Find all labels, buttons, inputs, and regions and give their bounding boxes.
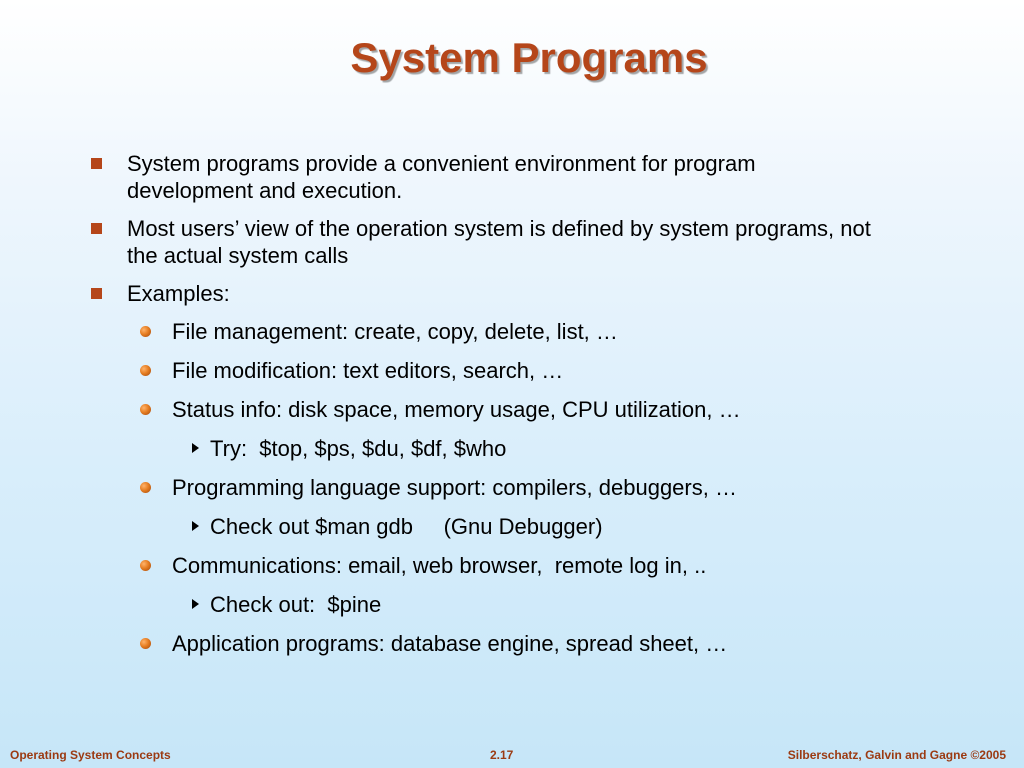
bullet-list <box>0 150 1024 669</box>
square-bullet-icon <box>91 288 102 299</box>
round-bullet-icon <box>140 482 151 493</box>
triangle-bullet-icon <box>192 521 199 531</box>
bullet-text: Programming language support: compilers, debuggers, … <box>172 475 737 500</box>
bullet-text: Application programs: database engine, spread sheet, … <box>172 631 728 656</box>
list-item <box>0 513 930 540</box>
bullet-text: System programs provide a convenient environment for program development and execution. <box>127 151 756 203</box>
slide-title: System Programs <box>350 34 708 81</box>
list-item <box>0 280 887 307</box>
triangle-bullet-icon <box>192 443 199 453</box>
list-item <box>0 435 930 462</box>
footer-copyright: Silberschatz, Galvin and Gagne ©2005 <box>787 748 1006 762</box>
bullet-text: File management: create, copy, delete, list, … <box>172 319 618 344</box>
bullet-text: Check out $man gdb (Gnu Debugger) <box>210 514 603 539</box>
bullet-text: File modification: text editors, search, … <box>172 358 564 383</box>
round-bullet-icon <box>140 638 151 649</box>
square-bullet-icon <box>91 223 102 234</box>
bullet-text: Communications: email, web browser, remote log in, .. <box>172 553 707 578</box>
bullet-text: Try: $top, $ps, $du, $df, $who <box>210 436 507 461</box>
list-item <box>0 396 932 423</box>
list-item <box>0 318 932 345</box>
bullet-text: Most users’ view of the operation system is defined by system programs, not the actual system calls <box>127 216 871 268</box>
footer-course-title: Operating System Concepts <box>10 748 171 762</box>
list-item <box>0 591 930 618</box>
triangle-bullet-icon <box>192 599 199 609</box>
bullet-text: Status info: disk space, memory usage, CPU utilization, … <box>172 397 741 422</box>
round-bullet-icon <box>140 404 151 415</box>
round-bullet-icon <box>140 560 151 571</box>
list-item <box>0 215 887 269</box>
bullet-text: Check out: $pine <box>210 592 382 617</box>
footer-slide-number: 2.17 <box>490 748 514 762</box>
list-item <box>0 552 932 579</box>
bullet-text: Examples: <box>127 281 230 306</box>
list-item <box>0 150 887 204</box>
round-bullet-icon <box>140 326 151 337</box>
list-item <box>0 630 932 657</box>
round-bullet-icon <box>140 365 151 376</box>
list-item <box>0 357 932 384</box>
square-bullet-icon <box>91 158 102 169</box>
list-item <box>0 474 932 501</box>
